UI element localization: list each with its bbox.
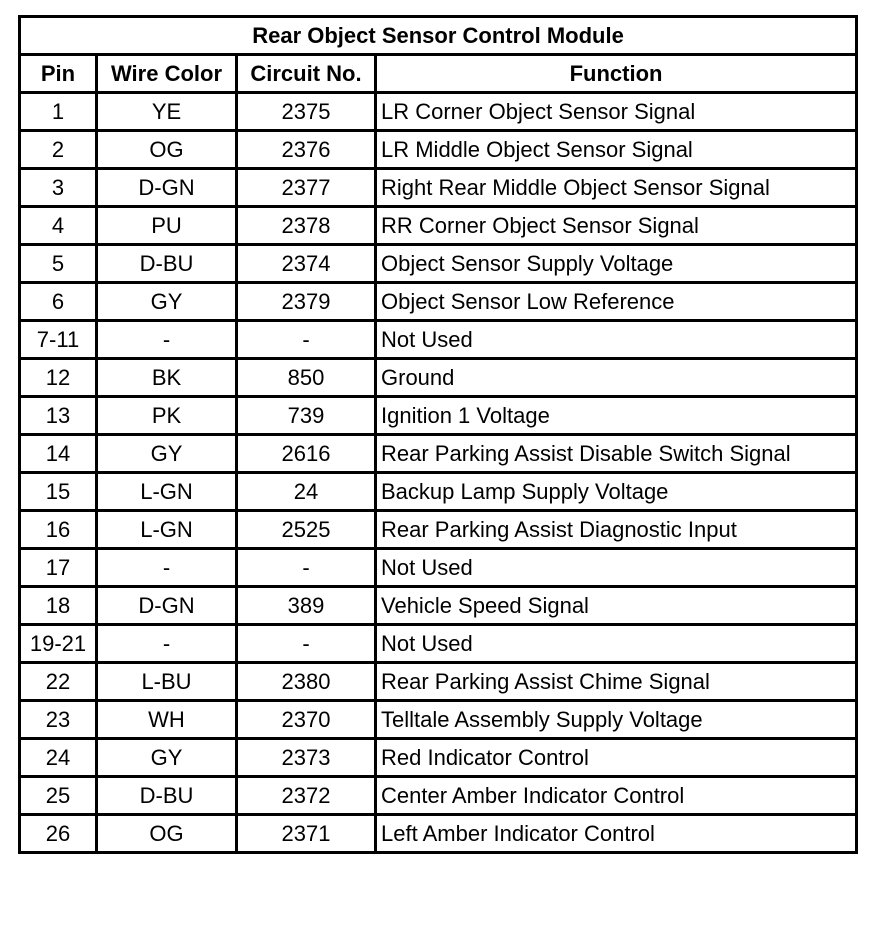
pin-cell: 2	[20, 131, 97, 169]
pin-cell: 13	[20, 397, 97, 435]
circuit-cell: 2378	[237, 207, 376, 245]
pin-cell: 1	[20, 93, 97, 131]
function-cell: Not Used	[376, 549, 857, 587]
wire-color-cell: OG	[97, 131, 237, 169]
function-cell: Object Sensor Low Reference	[376, 283, 857, 321]
wire-color-cell: -	[97, 321, 237, 359]
pin-cell: 22	[20, 663, 97, 701]
circuit-cell: 2370	[237, 701, 376, 739]
wire-color-cell: L-GN	[97, 511, 237, 549]
table-row	[20, 321, 857, 359]
circuit-cell: 2525	[237, 511, 376, 549]
wire-color-cell: D-BU	[97, 777, 237, 815]
pin-cell: 23	[20, 701, 97, 739]
function-cell: Backup Lamp Supply Voltage	[376, 473, 857, 511]
function-cell: Left Amber Indicator Control	[376, 815, 857, 853]
function-cell: Red Indicator Control	[376, 739, 857, 777]
pin-cell: 4	[20, 207, 97, 245]
table-row	[20, 245, 857, 283]
function-cell: Telltale Assembly Supply Voltage	[376, 701, 857, 739]
circuit-cell: 850	[237, 359, 376, 397]
table-row	[20, 283, 857, 321]
wire-color-cell: PU	[97, 207, 237, 245]
function-cell: Rear Parking Assist Diagnostic Input	[376, 511, 857, 549]
wire-color-cell: D-BU	[97, 245, 237, 283]
function-cell: Right Rear Middle Object Sensor Signal	[376, 169, 857, 207]
pin-cell: 17	[20, 549, 97, 587]
title-row	[20, 17, 857, 55]
connector-pinout-table	[18, 15, 858, 854]
circuit-cell: 2376	[237, 131, 376, 169]
header-circuit-no: Circuit No.	[237, 55, 376, 93]
function-cell: Ignition 1 Voltage	[376, 397, 857, 435]
header-row	[20, 55, 857, 93]
circuit-cell: 24	[237, 473, 376, 511]
function-cell: RR Corner Object Sensor Signal	[376, 207, 857, 245]
header-function: Function	[376, 55, 857, 93]
function-cell: Not Used	[376, 321, 857, 359]
wire-color-cell: GY	[97, 435, 237, 473]
table-row	[20, 359, 857, 397]
pin-cell: 26	[20, 815, 97, 853]
pin-cell: 7-11	[20, 321, 97, 359]
circuit-cell: 2616	[237, 435, 376, 473]
circuit-cell: 2375	[237, 93, 376, 131]
circuit-cell: 2377	[237, 169, 376, 207]
table-row	[20, 511, 857, 549]
wire-color-cell: D-GN	[97, 169, 237, 207]
table-row	[20, 739, 857, 777]
function-cell: Rear Parking Assist Disable Switch Signal	[376, 435, 857, 473]
table-row	[20, 625, 857, 663]
table-row	[20, 815, 857, 853]
circuit-cell: 2373	[237, 739, 376, 777]
circuit-cell: 2371	[237, 815, 376, 853]
header-pin: Pin	[20, 55, 97, 93]
table-row	[20, 131, 857, 169]
pin-cell: 6	[20, 283, 97, 321]
pin-cell: 16	[20, 511, 97, 549]
function-cell: Object Sensor Supply Voltage	[376, 245, 857, 283]
table-body	[20, 93, 857, 853]
function-cell: Vehicle Speed Signal	[376, 587, 857, 625]
pin-cell: 24	[20, 739, 97, 777]
table-title: Rear Object Sensor Control Module	[20, 17, 857, 55]
wire-color-cell: GY	[97, 739, 237, 777]
circuit-cell: -	[237, 549, 376, 587]
wire-color-cell: BK	[97, 359, 237, 397]
wire-color-cell: -	[97, 625, 237, 663]
wire-color-cell: OG	[97, 815, 237, 853]
wire-color-cell: GY	[97, 283, 237, 321]
wire-color-cell: L-BU	[97, 663, 237, 701]
circuit-cell: 739	[237, 397, 376, 435]
pin-cell: 12	[20, 359, 97, 397]
table-row	[20, 777, 857, 815]
circuit-cell: -	[237, 625, 376, 663]
wire-color-cell: L-GN	[97, 473, 237, 511]
circuit-cell: 2374	[237, 245, 376, 283]
wire-color-cell: D-GN	[97, 587, 237, 625]
pin-cell: 14	[20, 435, 97, 473]
function-cell: Not Used	[376, 625, 857, 663]
function-cell: Rear Parking Assist Chime Signal	[376, 663, 857, 701]
function-cell: Ground	[376, 359, 857, 397]
table-row	[20, 587, 857, 625]
circuit-cell: 2372	[237, 777, 376, 815]
wire-color-cell: PK	[97, 397, 237, 435]
table-row	[20, 397, 857, 435]
table-row	[20, 93, 857, 131]
pin-cell: 19-21	[20, 625, 97, 663]
wire-color-cell: YE	[97, 93, 237, 131]
table-row	[20, 549, 857, 587]
wire-color-cell: -	[97, 549, 237, 587]
circuit-cell: 2379	[237, 283, 376, 321]
function-cell: LR Corner Object Sensor Signal	[376, 93, 857, 131]
table-row	[20, 435, 857, 473]
pin-cell: 15	[20, 473, 97, 511]
circuit-cell: 2380	[237, 663, 376, 701]
table-row	[20, 207, 857, 245]
wire-color-cell: WH	[97, 701, 237, 739]
function-cell: Center Amber Indicator Control	[376, 777, 857, 815]
table-row	[20, 169, 857, 207]
pin-cell: 18	[20, 587, 97, 625]
table-row	[20, 663, 857, 701]
pin-cell: 25	[20, 777, 97, 815]
table-row	[20, 473, 857, 511]
pin-cell: 3	[20, 169, 97, 207]
pin-cell: 5	[20, 245, 97, 283]
circuit-cell: 389	[237, 587, 376, 625]
table-row	[20, 701, 857, 739]
header-wire-color: Wire Color	[97, 55, 237, 93]
circuit-cell: -	[237, 321, 376, 359]
function-cell: LR Middle Object Sensor Signal	[376, 131, 857, 169]
